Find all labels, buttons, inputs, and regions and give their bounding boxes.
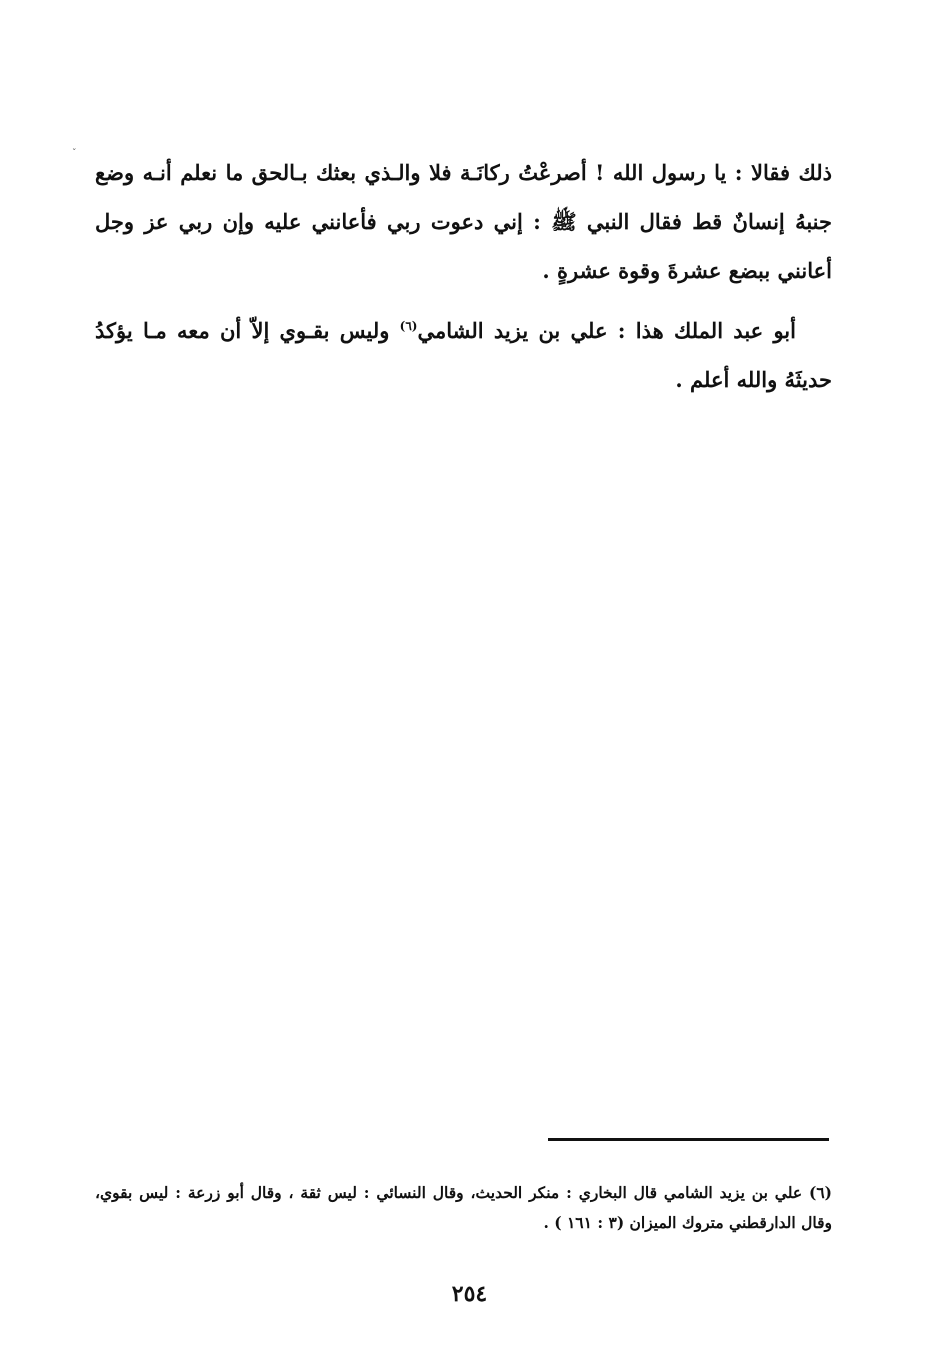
footnote-6: (٦) علي بن يزيد الشامي قال البخاري : منكر الحديث، وقال النسائي : ليس ثقة ، وقال أبو زرعة : ليس بقوي، وقال الدارقطني متروك الميزان (٣ : ١٦١ ) . — [95, 1183, 832, 1232]
page-number: ٢٥٤ — [451, 1281, 488, 1307]
scan-speck: ˇ — [72, 149, 77, 159]
paragraph-2-text-end: وليس بقـوي إلاّ أن معه مـا يؤكدُ حديثَهُ والله أعلم . — [95, 318, 832, 392]
footnote-reference: (٦) — [399, 319, 418, 333]
body-paragraph-1: ذلك فقالا : يا رسول الله ! أصرعْتُ ركانَـة فلا والـذي بعثك بـالحق ما نعلم أنـه وضع جنبهُ إنسانٌ قط فقال النبي ﷺ : إني دعوت ربي فأعانني عليه وإن ربي عز وجل أعانني ببضع عشرةَ وقوة عشرةٍ . — [95, 160, 832, 283]
body-paragraph-2 — [95, 306, 832, 404]
footnote-separator — [548, 1138, 829, 1141]
paragraph-2-text-start: أبو عبد الملك هذا : علي بن يزيد الشامي — [417, 318, 796, 343]
